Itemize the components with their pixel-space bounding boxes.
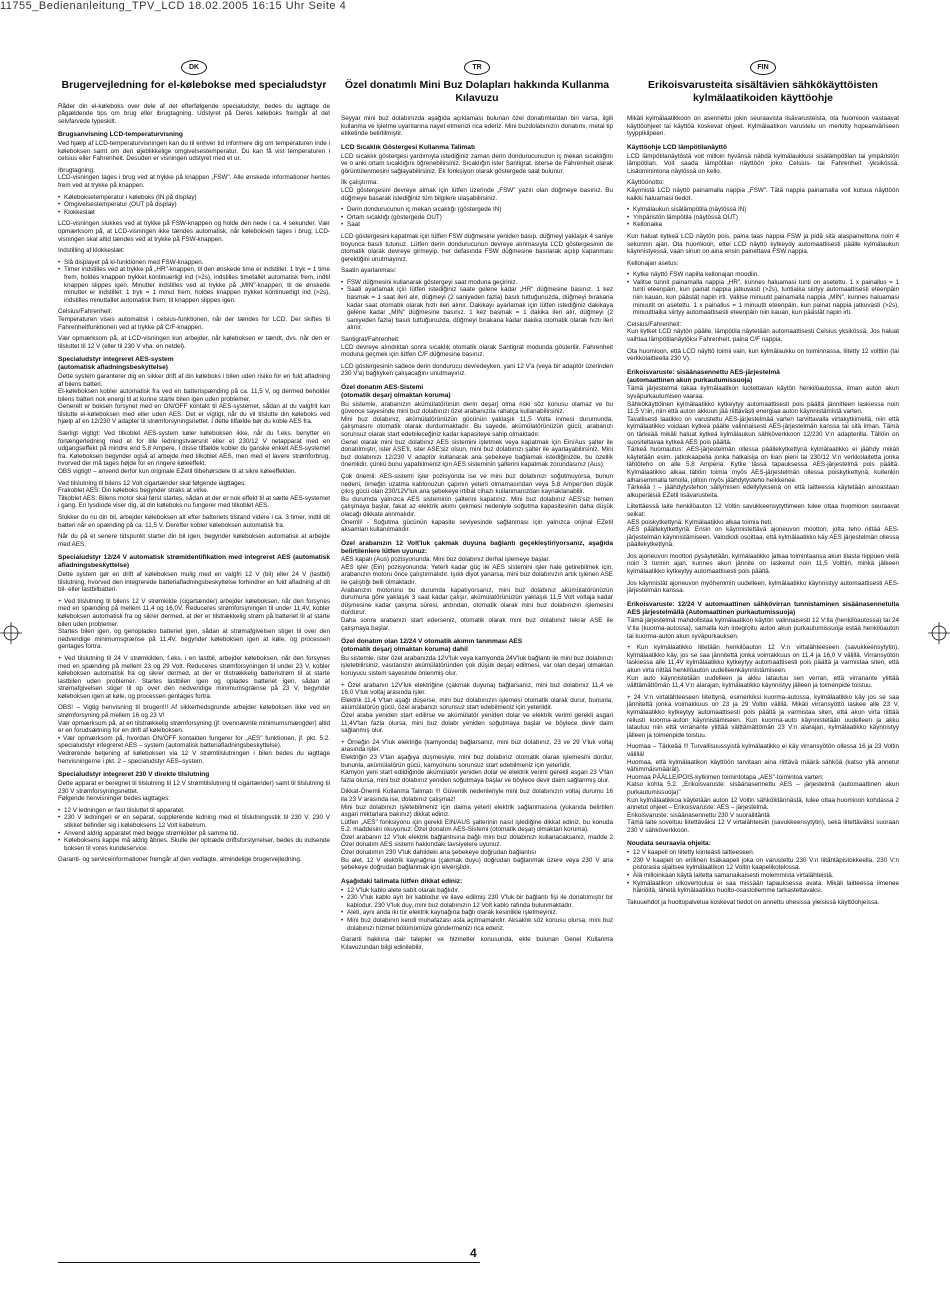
- bullet-list: [58, 259, 330, 305]
- list-item: • Saati ayarlamak için lütfen istediğiniz saate gelene kadar „HR" düğmesine basınız. 1 kez basmak = 1 saat ileri alır, düğmeyi (2 saniyeden fazla) basılı tuttuğunuzda, düğmeyi bırakana kadar saat otomatik olarak hızlı ileri alınır. Dakikayı ayarlamak için lütfen istediğiniz dakikaya gelene kadar „MIN" düğmesine basınız. 1 kez basmak = 1 dakika ileri alır, düğmeyi (2 saniyeden fazla) basılı tuttuğunuzda, düğmeyi bırakana kadar dakika otomatik olarak hızlı ileri alınır.: [341, 286, 613, 332]
- list-item: • 12 V'luk kablo alete sabit olarak bağlıdır.: [341, 887, 613, 895]
- paragraph: Tämä järjestelmä mahdollistaa kylmälaatikon käytön valinnaisesti 12 V:lla (henkilöautossa) tai 24 V:lla (kuorma-autossa), samalla kun integroitu auton akun purkautumissuoja estää henkilöauton tai kuorma-auton akun syväpurkauksen.: [627, 617, 899, 640]
- paragraph: LCD sıcaklık göstergesi yardımıyla istediğiniz zaman derin dondurucunuzun iç mekan sıcaklığını ve o anki ortam sıcaklığını öğrenebilirsiniz. Sıcaklığın ister Santigrat, isterse de Fahrenheit olarak görüntülenmesini sağlayabilirsiniz. Ek fonksiyon olarak göstergede saat bulunur.: [341, 152, 613, 175]
- paragraph: Garanti- og serviceinformationer fremgår af den vedlagte, almindelige brugervejledning.: [58, 856, 302, 864]
- paragraph: Dikkat-Önemli Kullanma Talimatı !!! Güvenlik nedenleriyle mini buz dolabınızın voltaj durumu 16 ila 23 V arasında ise, dolabınız çalışmaz! Mini buz dolabınızı işletebilmeniz için daima yeterli elektrik sağlanmasına (yukarıda belirtilen asgari miktarlara bakınız) dikkat ediniz. Lütfen „AES" fonksiyonu için gerekli EIN/AUS şalterinin nasıl işlediğine dikkat ediniz, bu konuda 5.2. maddesini okuyunuz: Özel donatım AES-Sistemi (otomatik deşarj olmaktan koruma). Özel arabanın 12 V'luk elektrik bağlantısına bağlı mini buz dolabınızı kullanacaksanız, madde 2 Özel donatım AES sistemi hakkındaki tavsiyelere uyunuz. Özel donatımın 230 V'luk dahildeki ana şebekeye doğrudan bağlantısı Bu alet, 12 V elektrik kaynağına (çakmak duyu) doğrudan bağlanmak üzere veya 230 V ana şebekeye doğrudan bağlanmak için elverişlidir.: [341, 788, 613, 872]
- paragraph: + Örneğin 24 V'luk elektriğe (kamyonda) bağlarsanız, mini buz dolabınız, 23 ve 29 V'luk voltaj arasında işler. Elektriğin 23 V'tan aşağıya düşmesiyle, mini buz dolabınız otomatik olarak işlemesini durdur, bununla, akümülatörün gücü, kamyonunu sorunsuz start edebilmeniz için yeterlidir. Kamyon yeni start edildiğinde akümülatör yeniden dolar ve elektrik verimi gerekli asgari 23 V'tan fazla olursa, mini buz dolabınız yeniden soğutmaya başlar ve böylece devir daim sağlanmış olur.: [341, 738, 613, 784]
- column-finnish: [627, 60, 899, 910]
- list-item: • Timer indstilles ved at trykke på „HR"-knappen, til den ønskede time er indstillet. 1 tryk = 1 time frem, holdes knappen trykket kontinuerligt ind (>2s), indstilles timetallet automatisk frem, indtil knappen slippes igen. Minutter indstilles ved at trykke på „MIN"-knappen, til de ønskede minutter er indstillet: 1 tryk = 1 minut frem, holdes knappen trykket kontinuerligt ind (>2s), indstilles minuttallet automatisk frem, til knappen slippes igen.: [58, 266, 330, 304]
- paragraph: Dette system garanterer dig en sikker drift af din køleboks i bilen uden risiko for en fuld afladning af bilens batteri. El-køleboksen kobler automatisk fra ved en batterispænding på ca. 11,5 V, og dermed beholder bilens batteri nok energi til at kunne starte bilen igen uden problemer. Generelt er boksen forsynet med en ON/OFF kontakt til AES-systemet, sådan at du valgfrit kan tilslutte el-køleboksen med eller uden AES. Det er vigtigt, når du vil tilslutte din køleboks ved hjælp af en 12/230 V adapter til strømforsyningsnettet. I dette tilfælde bør du koble AES fra.: [58, 372, 330, 426]
- paragraph: Slukker du nu din bil, arbejder køleboksen alt efter batteriets tilstand videre i ca. 3 timer, indtil dit batteri når en spænding på ca. 11,5 V. Derefter kobler køleboksen automatisk fra.: [58, 514, 330, 529]
- bullet-list: [627, 206, 899, 229]
- paragraph: + Ved tilslutning til bilens 12 V strømkilde (cigartænder) arbejder køleboksen, når den forsynes med en spænding på mellem 11,4 og 16,0V. Reduceres strømforsyningen til under 11,4V, kobler køleboksen automatisk fra og sikrer dermed, at der er tilstrækkelig strøm på batteriet til at starte bilen uden problemer. Startes bilen igen, og genoplades batteriet igen, sådan at strømafgivelsen stiger til over den nedvendige minimumsgrænse på 11,4V, begynder køleboksen igen at køle, og processen gentages fortra.: [58, 597, 330, 651]
- bullet-list: [341, 206, 613, 229]
- list-item: • 230 V'luk kablo ayrı bir kablodur ve ilave edilmiş 230 V'luk bir bağlantı fişi ile donatılmıştır bir kablodur. 230 V'luk duy, mini buz dolabınızın 12 Volt kablo rafında bulunmaktadır.: [341, 894, 613, 909]
- paragraph: LCD göstergesini kapatmak için lütfen FSW düğmesine yeniden basıp, düğmeyi yaklaşık 4 saniye boyunca basılı tutunuz. Lütfen derin dondurucunun devreye alınmasıyla LCD göstergesinin de otomatik olarak devreye girmeyip, her defasında FSW düğmesine basılarak açılıp kapanması gerektiğini unutmayınız.: [341, 232, 613, 263]
- paragraph: Takuuehdot ja huoltopalvelua koskevat tiedot on annettu ohesissa yleisissä käyttöohjeissa.: [627, 898, 880, 906]
- list-item: • Kytke näyttö FSW napilla kellonajan moodiin.: [627, 271, 899, 279]
- list-item: • Aleti, aynı anda iki tür elektrik kaynağına bağlı olarak kesinlikle işletmeyiniz.: [341, 909, 613, 917]
- list-item: • 230 V ledningen er en separat, supplerende ledning med et tilslutningsstik til 230 V. 230 V stikket befinder sig i køleboksens 12 Volt kabelrum.: [58, 814, 330, 829]
- paragraph: Bu sistemle, arabanızın akümülatörünün derin deşarj olma riski söz konusu olamaz ve bu güvence sayesinde mini buz dolabınızı özel arabanızda rahatça kullanabilirsiniz. Mini buz dolabınız, akümülatörünüzün gücünün yaklaşık 11,5 Volta inmesi durumunda, çalışmasını otomatik olarak durdurmaktadır. Bu sayede, akümülatörünüzün gücü, arabanızı sorunsuz olarak start edebileceğiniz kadar kapasiteye sahip olmaktadır. Genel olarak mini buz dolabınız AES sistemini işletmek veya kapatmak için Ein/Aus şalter ile donatılmıştır, ister ASE'li, ister ASE'siz olsun, mini buz dolabınızı şalter ile ayarlayabilirsiniz. Mini buz dolabınızı 12/230 V adaptör kullanarak ana şebekeye bağlamak istediğinizde, bu özellik önemlidir, çünkü bunu yapabilmeniz için AES sisteminin şalterini kapatmak zorundasınız (Aus).: [341, 400, 613, 469]
- bullet-list: [341, 887, 613, 933]
- paragraph: Jos ajoneuvon moottori pysäytetään, kylmälaatikko jatkaa toimintaansa akun tilasta riippuen vielä noin 3 tunnin ajan, kunnes akun jännite on laskenut noin 11,5 Volttiin, minkä jälkeen kylmälaatikko kytkeytyy automaattisesti pois päältä.: [627, 552, 899, 576]
- paragraph: Tämä järjestelmä takaa kylmälaatikon luotettavan käytön henkilöautossa, ilman auton akun syväpurkautumisen vaaraa. Sähkökäyttöinen kylmälaatikko kytkeytyy automaattisesti pois päältä jännitteen laskiessa noin 11,5 V:iin, niin että auton akkuun jää riittävästi energiaa auton käynnistämistä varten. Tavallisesti laatikko on varustettu AES-järjestelmää varten tarvittavalla virtakytkimellä, niin että kylmälaatikko voidaan kytkeä päälle valinnaisesti AES-järjestelmän kanssa tai sitä ilman. Tämä on tärkeää mikäli haluat kytkeä kylmälaukun sähköverkkoon 12/230 V:n adapterilla. Tällöin on suositeltavaa kytkeä AES pois päältä. Tärkeä huomautus: AES-järjestelmän ollessa päällekytkettynä kylmälaatikko ei jäähdy mikäli käytetään esim. jatkokaapelia jonka halkaisija on liian pieni tai 230/12 V:n verkkolaitetta jonka lähtöteho on alle 5,8 Amperia. Kytke tässä tapauksessa AES-järjestelmä pois päältä. Kylmälaatikko alkaa tällöin toimia myös AES-järjestelmän ollessa poiskytkettynä, kuitenkin alhaisemmalla teholla, jolloin myös jäähdytysteho heikkenee. Tärkeää ! – jäähdytystehon säilymisen edellytyksenä on että laitteessa käytetään ainoastaan alkuperäisiä EZetil lisävarusteita.: [627, 385, 899, 499]
- section-heading: Specialudstyr integreret 230 V direkte tilslutning: [58, 771, 210, 779]
- list-item: • Saat: [341, 221, 613, 229]
- paragraph: Saatin ayarlanması:: [341, 267, 397, 275]
- paragraph: Celsius/Fahrenheit: Kun kytket LCD näytön päälle, lämpötila näytetään automaattisesti Celsius yksikössä. Jos haluat vaihtaa lämpötilanäytöksi Fahrenheit, paina C/F nappia.: [627, 320, 899, 344]
- list-item: • 230 V kaapeli on erillinen lisäkaapeli joka on varustettu 230 V:n liitäntäpistokkeella. 230 V:n pistorasia sijaitsee kylmälaatikon 12 Voltin kaapelikotelossa.: [627, 857, 899, 872]
- language-badge: TR: [464, 60, 490, 75]
- list-item: • Køleboksetemperatur i køleboks (IN på display): [58, 194, 330, 202]
- section-heading: Aşağıdaki talimata lütfen dikkat ediniz:: [341, 877, 463, 885]
- paragraph: Mikäli kylmälaatikkoon on asennettu jokin seuraavista lisävarusteista, ota huomioon vastaavat käyttöohjeet tai käyttöä koskevat ohjeet. Kylmälaatikon varustelu on merkitty hopeanväriseen tyyppikilpeen.: [627, 115, 899, 138]
- section-title: Özel donatımlı Mini Buz Dolapları hakkında Kullanma Kılavuzu: [344, 79, 610, 104]
- paragraph: Dette system gør en drift af køleboksen mulig med en valgfri 12 V (bil) eller 24 V (lastbil) tilslutning, hvorved den integrerede batteriafladningsbeskyttelse forhindrer en fuld afladning af dit bil- eller lastbilbatteri.: [58, 570, 330, 594]
- paragraph: Indstilling af klokkeslæt:: [58, 247, 125, 255]
- list-item: • Slå displayet på ki-funktionen med FSW-knappen.: [58, 259, 330, 267]
- list-item: • Kylmälaukun sisälämpötila (näytössä IN): [627, 206, 899, 214]
- section-heading: Özel donatım AES-Sistemi (otomatik deşarj olmaktan koruma): [341, 384, 451, 399]
- list-item: • Kellonaika: [627, 221, 899, 229]
- paragraph: Garanti hakkına dair talepler ve hizmetler konusunda, ekte bulunan Genel Kullanma Kılavuzundan bilgi edinilebilir.: [341, 936, 613, 951]
- bullet-list: [627, 849, 899, 895]
- language-badge: FIN: [750, 60, 776, 75]
- list-item: • Ortam sıcaklığı (göstergede OUT): [341, 214, 613, 222]
- section-title: Erikoisvarusteita sisältävien sähkökäyttöisten kylmälaatikoiden käyttöohje: [648, 79, 878, 104]
- paragraph: Råder din el-køleboks over dele af det efterfølgende specialudstyr, bedes du iagttage de pågældende tips om brug eller ibrugtagning. Udstyret på Deres køleboks fremgår af det selvfarvede typeskilt.: [58, 102, 330, 125]
- file-header-line: 11755_Bedienanleitung_TPV_LCD 18.02.2005 16:15 Uhr Seite 4: [0, 0, 347, 12]
- paragraph: LCD göstergesinin sadece derin dondurucu devredeyken, yani 12 V'a (veya bir adaptör üzerinden 230 V'a) bağlıyken çalışacağını unutmayınız.: [341, 362, 613, 378]
- paragraph: Liitettäessä laite henkilöauton 12 Voltin savukkeensytyttimeen tulee ottaa huomioon seuraavat seikat: AES poiskytkettynä: Kylmälaatikko alkaa toimia heti. AES päällekytkettynä: Ensin on käynnistettävä ajoneuvon moottori, jotta teho riittää AES-järjestelmän käynnistämiseen. Valodiodi osoittaa, että kylmälaatikko käy AES järjestelmän ollessa päällekytkettynä.: [627, 503, 899, 549]
- list-item: • FSW düğmesini kullanarak göstergeyi saat moduna geçiriniz.: [341, 279, 613, 287]
- column-turkish: [341, 60, 613, 955]
- paragraph: Ota huomioon, että LCD näyttö toimii vain, kun kylmälaukku on toiminnassa, liitetty 12 volttiin (tai verkkolaitteella 230 V).: [627, 347, 899, 363]
- page-number: 4: [470, 1246, 477, 1260]
- bullet-list: [58, 194, 330, 217]
- section-heading: Özel donatım olan 12/24 V otomatik akımın tanınması AES (otomatik deşarj olmaktan koruma) dahil: [341, 638, 523, 654]
- list-item: • Derin dondurucunun iç mekan sıcaklığı (göstergede IN): [341, 206, 613, 214]
- paragraph: Ved tilslutning til bilens 12 Volt cigartænder skal følgende iagttages: Frakoblet AES: Din køleboks begynder straks at virke. Tilkoblet AES: Bilens motor skal først startes, sådan at der er nok effekt til at sætte AES-systemet i gang. En lysdiode viser dig, at din køleboks nu fungerer med tilkoblet AES.: [58, 479, 330, 510]
- paragraph: LCD-visningen slukkes ved at trykke på FSW-knappen og holde den nede i ca. 4 sekunder. Vær opmærksom på, at LCD-visningen ikke tændes automatisk, når køleboksen tages i brug; LCD-visningen skal altid tændes ved at trykke på FSW-knappen.: [58, 220, 330, 243]
- paragraph: Vær opmærksom på, at LCD-visningen kun arbejder, når køleboksen er tændt, dvs. når den er tilsluttet til 12 V (eller til 230 V vha. en netdel).: [58, 335, 330, 350]
- paragraph: Çok önemli: AES-sistemi işler pozisyonda ise ve mini buz dolabınızı soğutmuyorsa, bunun nedeni, örneğin uzatma kablonuzun çapının yeterli olmamasından veya 5,8 Amper'den düşük çıkış gücü olan 230/12V'luk ana şebekeye irtibat cihazı kullanmanızdan kaynaklanabilir. Bu durumda yalnızca AES sisteminin şalterini kapatınız. Mini buz dolabınız AES'siz hemen çalışmaya başlar, fakat az elektrik akımı çekmesi nedeniyle soğutma kapasitesinin daha düşük olacağı dikkate alınmalıdır. Önemli! - Soğutma gücünün kapasite seviyesinde sağlanması için yalnızca orijinal EZetil aksamları kullanılmalıdır.: [341, 472, 613, 534]
- paragraph: Ibrugtagning: LCD-visningen tages i brug ved at trykke på knappen „FSW". Alle ønskede informationer hentes frem ved at trykke på knappen.: [58, 166, 330, 190]
- bullet-list: [58, 807, 330, 853]
- paragraph: Bu sistemle, ister özel arabanızda 12V'luk veya kamyonda 24V'luk bağlantı ile mini buz dolabınızı işletebilirsiniz, vasıtanızın akümülatöründen çok düşük deşarj edilmesi, var olan deşarj olmaktan koruyucu sistem sayesinde önlenmiş olur.: [341, 654, 613, 678]
- paragraph: Jos käynnistät ajoneuvon myöhemmin uudelleen, kylmälaatikko käynnistyy automaattisesti AES-järjestelmän kanssa.: [627, 579, 899, 595]
- list-item: • 12 V kaapeli on liitetty kiinteästi laitteeseen.: [627, 849, 899, 857]
- paragraph: Kun haluat kytkeä LCD näytön pois, paina taas nappia FSW ja pidä sitä alaspainettuna noin 4 sekunnin ajan. Ota huomioon, ettei LCD näyttö kytkeydy automaattisesti päälle kylmälaukun käynnistyessä, vaan sinun on aina ensin painettava FSW nappia.: [627, 232, 899, 256]
- section-heading: Specialudstyr 12/24 V automatisk strømidentifikation med integreret AES (automatisk afladningsbeskyttelse): [58, 554, 330, 570]
- section-heading: LCD Sıcaklık Göstergesi Kullanma Talimatı: [341, 143, 475, 151]
- bullet-list: [341, 279, 613, 332]
- paragraph: Huomaa – Tärkeää !!! Turvallisuussyistä kylmälaatikko ei käy virransyötön ollessa 16 ja 23 Voltin välillä! Huomaa, että kylmälaatikon käyttöön tarvitaan aina riittävä määrä sähköä (katso yllä annetut vähimmäismäärät). Huomaa PÄÄLLE/POIS-kytkimen toimintotapa „AES"-toimintoa varten; Katso kohta 5.2. „Erikoisvaruste: sisäänasennettu AES – järjestelmä (automaattinen akun purkautumissuoja)" Kun kylmälaatikkoa käytetään auton 12 Voltin sähköliitännästä, tulee ottaa huomioon kohdassa 2 annetut ohjeet – Erikoisvaruste: AES – järjestelmä. Erikoisvaruste: sisäänasennettu 230 V suoraliitäntä Tämä laite soveltuu liitettäväksi 12 V virtalähteisiin (savukkeensytytin), sekä liitettäväksi suoraan 230 V sähköverkkoon.: [627, 743, 899, 834]
- paragraph: Når du på et senere tidspunkt starter din bil igen, begynder køleboksen automatisk at arbejde med AES.: [58, 533, 330, 548]
- paragraph: + 24 V:n virtalähteeseen liitettynä, esimerkiksi kuorma-autossa, kylmälaatikko käy jos se saa jännitettä jonka voimakkuus on 23 ja 29 Voltin välillä. Mikäli virransyöttö laskee alle 23 V, kylmälaatikko kytkeytyy automaattisesti pois päältä ja varmistaa siten, että akun virta riittää reilusti kuorma-auton käynnistämiseen. Kun kuorma-auto käynnistetään uudelleen ja akku latautuu niin että virranante ylittää välttämättömän 23 V:n alarajan, kylmälaatikko käynnistyy jälleen ja toimenpide toistuu.: [627, 693, 899, 739]
- paragraph: OBS! – Vigtig henvisning til brugen!!! Af sikkerhedsgrunde arbejder køleboksen ikke ved en strømforsyning på mellem 16 og 23 V! Vær opmærksom på, at en tilstrækkelig strømforsyning (jf. ovennævnte minimumsmængder) altid er en forudsætning for en drift af køleboksen. • Vær opmærksom på, hvordan ON/OFF kontakten fungerer for „AES" funktionen, jf. pkt. 5.2. specialudstyr integreret AES – system (automatisk batteriafladningsbeskyttelse). Vedrørende betjening af køleboksen via 12 V strømtilslutningen i bilen bedes du iagttage henvisningerne i pkt. 2 – specialudstyr AES–system.: [58, 704, 330, 765]
- registration-mark-icon: [928, 622, 950, 644]
- list-item: • Valitse tunnit painamalla nappia „HR", kunnes haluamasi tunti on asetettu. 1 x painallus = 1 tunti eteenpäin, kun painat nappia jatkuvasti (>2s), tuntiaika siirtyy automaattisesti eteenpäin niin kauan, kun päästät napin irti. Valitse minuutit painamalla nappia „MIN", kunnes haluamasi minuutit on asetettu. 1 x painallus = 1 minuutti eteenpäin, kun painat nappia jatkuvasti (>2s), minuuttiaika siirtyy automaattisesti eteenpäin niin kauan, kun päästät napin irti.: [627, 279, 899, 317]
- list-item: • Kylmälaatikon ulkovertoulua ei saa missään tapauksessa avata. Mikäli laitteessa ilmenee häiriöitä, lähetä kylmälaatikko huolto-osastollemme tarkastettavaksi.: [627, 880, 899, 895]
- paragraph: Kellonajan asetus:: [627, 259, 679, 267]
- list-item: • Älä milloinkaan käytä laitetta samanaikaisesti molemmista virtalähteistä.: [627, 872, 899, 880]
- list-item: • Omgivelsestemperatur (OUT på display): [58, 201, 330, 209]
- registration-mark-icon: [0, 622, 22, 644]
- section-title: Brugervejledning for el-kølebokse med specialudstyr: [61, 79, 327, 91]
- paragraph: Seyyar mini buz dolabınızda aşağıda açıklaması bulunan özel donatımlardan biri varsa, ilgili kullanma ve işletme uyarılarına nayet etmenizi rica ederiz. Mini buzdolabınızın donatımı, metal tip etiketinde belirtilmiştir.: [341, 115, 613, 138]
- list-item: • Anvend aldrig apparatet med begge strømkilder på samme tid.: [58, 830, 330, 838]
- list-item: • Køleboksens kappe må aldrig åbnes. Skulle der optræde driftsforstyrrelser, bedes du indsende boksen til vores kundeservice.: [58, 837, 330, 852]
- section-heading: Erikoisvaruste: sisäänasennettu AES-järjestelmä (automaattinen akun purkautumissuoja): [627, 368, 780, 384]
- language-badge: DK: [181, 60, 207, 75]
- paragraph: + Kun kylmälaatikko liitetään henkilöauton 12 V:n virtalähteeseen (savukkeensytytin), kylmälaatikko käy, jos se saa jännitettä jonka voimakkuus on 11,4 ja 16,0 V välillä. Virransyötön laskiessa alle 11,4V kylmälaatikko kytkeytyy automaattisesti pois päältä ja varmistaa siten, että akun virta riittää henkilöauton uudelleenkäynnistämiseen. Kun auto käynnistetään uudelleen ja akku latautuu sen verran, että virranante ylittää välttämättömän 11,4 V:n alarajan, kylmälaatikko käynnistyy jälleen ja toimenpide toistuu.: [627, 644, 899, 690]
- list-item: • Mini buz dolabının kendi muhafazası asla açılmamalıdır. Aksaklık söz konusu olursa, mini buz dolabınızı hizmet bölümümüze göndermenizi rica ederiz.: [341, 917, 613, 932]
- bottom-rule: [58, 1262, 480, 1263]
- list-item: • Klokkeslæt: [58, 209, 330, 217]
- paragraph: AES kapalı (Aus) pozisyonunda: Mini buz dolabınız derhal işlemeye başlar. AES işler (Ein) pozisyonunda: Yeterli kadar güç ile AES sistemini işler hale getirebilmek için, arabanızın motoru önce çalıştırmalıdır. Işıklı diyot yanarsa, mini buz dolabınızın artık işlenen ASE ile çalıştığı belli olmaktadır. Arabanızın motorunu bu durumda kapatıyorsanız, mini buz dolabınız akümülatörünüzün durumuna göre yaklaşık 3 saat kadar çalışır, akümülatörünüzün yaklaşık 11,5 Volt voltaja kadar düşmesine kadar çalışma süresi, ardından, otomatik olarak mini buz dolabınızın işlemesini durdurur. Daha sonra arabanızı start ederseniz, otomatik olarak mini buz dolabınız tekrar ASE ile çalışmaya başlar.: [341, 556, 613, 632]
- section-heading: Brugsanvisning LCD-temperaturvisning: [58, 131, 183, 139]
- section-heading: Özel arabanızın 12 Volt'luk çakmak duyuna bağlantı geçekleştiriyorsanız, aşağıda belirtilenlere lütfen uyunuz:: [341, 539, 613, 555]
- paragraph: + Ved tilslutning til 24 V strømkilden, f.eks. i en lastbil, arbejder køleboksen, når den forsynes med en spænding på mellem 23 og 29 Volt. Reduceres strømforsyningen til under 23 V, kobler køleboksen automatisk fra og sikrer dermed, at der er tilstrækkelig batteristrøm til at starte lastbilen uden problemer. Startes lastbilen igen og oplades batteriet igen, sådan at strømafgivelsen stiger til op over den nedvendige minimumsgrænse på 23 V, begynder køleboksen igen at køle, og processen gentages fortra.: [58, 654, 330, 700]
- column-danish: [58, 60, 330, 868]
- paragraph: Særligt vigtigt: Ved tilkoblet AES-system køler køleboksen ikke, når du f.eks. benytter en forlængerledning med et for lille ledningstværsnit eller et 230/12 V netapparat med en udgangseffekt på mindre end 5,8 Ampere. I disse tilfælde kobler du ganske enkelt AES-systemet fra. Køleboksen begynder også at arbejde med tilkoblet AES, men med et lavere strømforbrug, hvorved der må tages højde for en ringere køleeffekt. OBS vigtigt! – anvend derfor kun originale EZetil tilbehørsdele til at sikre køleeffekten.: [58, 430, 330, 476]
- paragraph: Ved hjælp af LCD-temperaturvisningen kan du til enhver tid informere dig om temperaturen inde i køleboksen samt om den øjeblikkelige omgivelsestemperatur. Du kan få vist temperaturen i celsius eller Fahrenheit. Desuden er visningen udstyret med et ur.: [58, 140, 330, 163]
- paragraph: LCD lämpötilanäytöstä voit milloin hyvänsä nähdä kylmälaukkusi sisälämpötilan tai ympäristön lämpötilan. Voit saada lämpötilan näyttöön joko Celsius- tai Fahrenheit -yksikössä. Lisäominintona näytössä on kello.: [627, 152, 899, 175]
- list-item: • 12 V ledningen er fast tilsluttet til apparatet.: [58, 807, 330, 815]
- section-heading: Käyttöohje LCD lämpötilanäyttö: [627, 143, 728, 151]
- section-heading: Noudata seuraavia ohjeita:: [627, 840, 711, 848]
- paragraph: Käyttöönotto: Käynnistä LCD näyttö painamalla nappia „FSW". Tätä nappia painamalla voit kutsua näyttöön kaikki haluamasi tiedot.: [627, 179, 899, 202]
- section-heading: Erikoisvaruste: 12/24 V automaattinen sähkövirran tunnistaminen sisäänasennetulla AES järjestelmällä (Automaattinen purkautumissuoja): [627, 600, 899, 616]
- paragraph: Celsius/Fahrenheit: Temperaturen vises automatisk i celsius-funktionen, når der tændes for LCD. Der skiftes til Fahrenheitfunktionen ved at trykke på C/F-knappen.: [58, 308, 330, 331]
- list-item: • Ympäristön lämpötila (näytössä OUT): [627, 214, 899, 222]
- paragraph: Dette apparat er beregnet til tilslutning til 12 V strømtilslutning til cigartænder) samt til tilslutning til 230 V strømforsyningsnettet. Følgende henvisninger bedes iagttages:: [58, 780, 330, 803]
- bullet-list: [627, 271, 899, 317]
- paragraph: + Özel arabanın 12V'luk elektriğine (çakmak duyuna) bağlarsanız, mini buz dolabınız 11,4 ve 16,0 V'luk voltaj arasında işler. Elektrik 11,4 V'tan aşağı düşerse, mini buz dolabınızın işlemesi otomatik olarak durur, bununla, akümülatörün gücü, özel arabanızı sorunsuz start edebilmeniz için yeterlidir. Özel araba yeniden start edilirse ve akümülatör yeniden dolar ve elektrik verimi gerekli asgari 11,4V'tan fazla olursa, mini buz dolabı yeniden soğutmaya başlar ve böylece devir daim sağlanmış olur.: [341, 681, 613, 735]
- paragraph: Santigrat/Fahrenheit: LCD devreye alındıktan sonra sıcaklık otomatik olarak Santigrat modunda gösterilir. Fahrenheit moduna geçmek için lütfen C/F düğmesine basınız.: [341, 336, 613, 359]
- section-heading: Specialudstyr integreret AES-system (automatisk afladningsbeskyttelse): [58, 356, 174, 372]
- paragraph: İlk çalıştırma: LCD göstergesini devreye almak için lütfen üzerinde „FSW" yazılı olan düğmeye basınız. Bu düğmeye basarak istediğiniz tüm bilgilere ulaşabilirsiniz.: [341, 179, 613, 202]
